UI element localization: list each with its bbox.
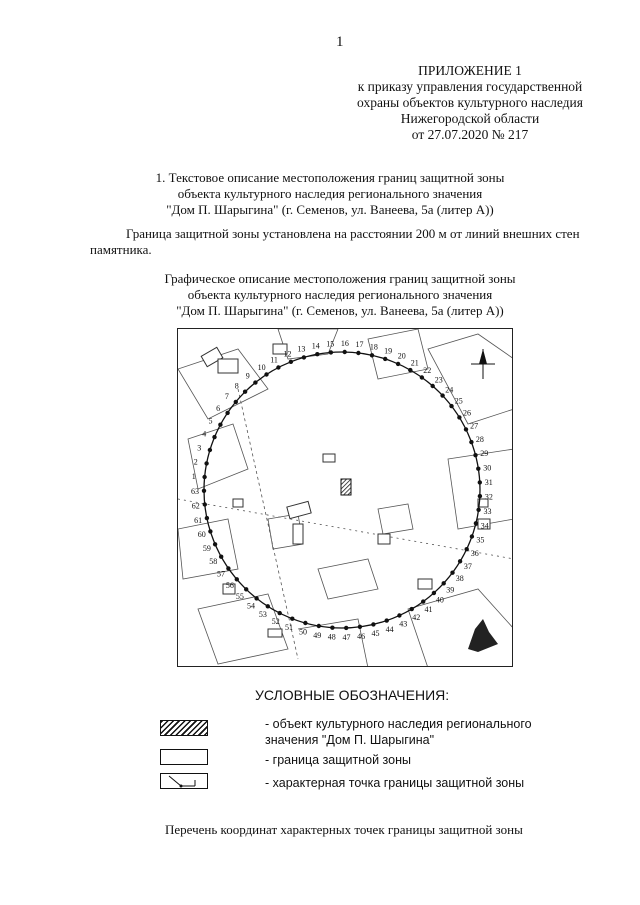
- appendix-header: [340, 63, 600, 143]
- point-symbol-icon: [161, 774, 207, 788]
- boundary-point: [244, 587, 248, 591]
- point-label: 57: [217, 569, 225, 579]
- boundary-point: [330, 626, 334, 630]
- boundary-point: [266, 604, 270, 608]
- boundary-point: [302, 355, 306, 359]
- point-label: 27: [470, 421, 479, 431]
- legend-point-swatch: [160, 773, 208, 789]
- point-label: 11: [270, 355, 278, 365]
- boundary-point: [476, 467, 480, 471]
- point-label: 50: [299, 627, 307, 637]
- boundary-point: [208, 529, 212, 533]
- boundary-point: [278, 611, 282, 615]
- boundary-point: [234, 400, 238, 404]
- appendix-date: от 27.07.2020 № 217: [411, 127, 529, 142]
- legend-item-boundary: - граница защитной зоны: [265, 753, 411, 767]
- point-label: 43: [399, 619, 408, 629]
- boundary-point: [450, 571, 454, 575]
- map-background-plots: [178, 329, 513, 667]
- paragraph-line: памятника.: [90, 242, 152, 257]
- appendix-line: охраны объектов культурного наследия: [357, 95, 583, 110]
- heading-line: объекта культурного наследия регионального значения: [177, 186, 483, 201]
- legend-item-heritage: [265, 716, 532, 748]
- legend-text: значения "Дом П. Шарыгина": [265, 733, 435, 747]
- boundary-point: [421, 599, 425, 603]
- point-label: 6: [216, 403, 221, 413]
- point-label: 9: [245, 371, 250, 381]
- boundary-point: [420, 375, 424, 379]
- point-label: 62: [191, 501, 200, 511]
- point-label: 37: [463, 562, 472, 571]
- boundary-point: [290, 617, 294, 621]
- legend-text: - объект культурного наследия регионального: [265, 717, 532, 731]
- boundary-point: [253, 380, 257, 384]
- point-label: 18: [369, 342, 378, 352]
- map-svg: [178, 329, 513, 667]
- boundary-point: [264, 372, 268, 376]
- point-label: 33: [483, 507, 492, 517]
- point-label: 40: [435, 595, 444, 605]
- boundary-point: [469, 440, 473, 444]
- point-label: 15: [326, 339, 335, 349]
- appendix-title: ПРИЛОЖЕНИЕ 1: [418, 63, 522, 78]
- boundary-point: [317, 624, 321, 628]
- heading-line: Графическое описание местоположения границ защитной зоны: [164, 271, 516, 286]
- point-label: 13: [297, 344, 306, 354]
- point-label: 61: [194, 515, 203, 525]
- boundary-point: [218, 423, 222, 427]
- boundary-point: [344, 626, 348, 630]
- point-label: 51: [285, 623, 293, 633]
- point-label: 58: [209, 557, 218, 566]
- boundary-point: [243, 390, 247, 394]
- point-label: 12: [283, 349, 292, 359]
- point-label: 42: [412, 612, 421, 622]
- boundary-point: [226, 566, 230, 570]
- page-number: 1: [336, 34, 344, 50]
- point-label: 4: [202, 429, 207, 439]
- point-label: 48: [327, 632, 336, 642]
- coordinates-list-title: Перечень координат характерных точек границы защитной зоны: [165, 822, 523, 837]
- point-label: 60: [197, 530, 206, 540]
- heading-line: объекта культурного наследия регионального значения: [187, 287, 493, 302]
- compass-north-arrow-icon: [471, 349, 495, 379]
- boundary-point: [203, 502, 207, 506]
- boundary-point: [458, 559, 462, 563]
- legend-item-point: - характерная точка границы защитной зоны: [265, 776, 525, 790]
- point-label: 46: [357, 631, 366, 641]
- boundary-point: [208, 448, 212, 452]
- point-label: 14: [311, 341, 320, 351]
- legend-boundary-swatch: [160, 749, 208, 765]
- boundary-point: [431, 384, 435, 388]
- heading-line: 1. Текстовое описание местоположения границ защитной зоны: [155, 170, 505, 185]
- boundary-point: [385, 618, 389, 622]
- boundary-point: [303, 621, 307, 625]
- point-label: 49: [313, 630, 322, 640]
- boundary-point: [478, 494, 482, 498]
- boundary-point: [383, 357, 387, 361]
- point-label: 32: [484, 492, 493, 502]
- tree-mark: [468, 619, 498, 652]
- point-label: 41: [424, 604, 433, 614]
- appendix-line: к приказу управления государственной: [357, 79, 583, 94]
- point-label: 19: [384, 346, 393, 356]
- point-label: 17: [355, 340, 364, 349]
- point-label: 35: [476, 535, 485, 545]
- boundary-point: [202, 489, 206, 493]
- appendix-line: Нижегородской области: [400, 111, 540, 126]
- point-label: 29: [480, 448, 489, 458]
- boundary-point: [396, 362, 400, 366]
- point-label: 63: [191, 486, 199, 496]
- boundary-point: [329, 350, 333, 354]
- heading-line: "Дом П. Шарыгина" (г. Семенов, ул. Ванеева, 5а (литер А)): [176, 303, 504, 318]
- boundary-point: [464, 427, 468, 431]
- point-label: 31: [484, 477, 493, 487]
- point-label: 26: [463, 408, 471, 418]
- point-label: 5: [208, 416, 213, 426]
- boundary-point: [276, 365, 280, 369]
- boundary-point: [440, 393, 444, 397]
- heading-line: "Дом П. Шарыгина" (г. Семенов, ул. Ванеева, 5а (литер А)): [166, 202, 494, 217]
- boundary-point: [358, 625, 362, 629]
- legend-hatch-swatch: [160, 720, 208, 736]
- point-label: 54: [247, 601, 255, 611]
- boundary-point: [219, 555, 223, 559]
- boundary-point: [356, 351, 360, 355]
- point-label: 56: [225, 581, 234, 591]
- section1-heading: [150, 170, 510, 218]
- boundary-point: [397, 613, 401, 617]
- boundary-point: [202, 475, 206, 479]
- point-label: 7: [224, 392, 229, 402]
- point-label: 24: [445, 385, 454, 395]
- point-label: 1: [191, 472, 196, 482]
- boundary-point: [478, 480, 482, 484]
- point-label: 44: [385, 625, 394, 635]
- point-label: 16: [340, 339, 349, 348]
- point-label: 34: [480, 521, 489, 531]
- boundary-point: [470, 534, 474, 538]
- boundary-point: [212, 435, 216, 439]
- boundary-point: [205, 516, 209, 520]
- protection-zone-map: [177, 328, 513, 667]
- point-label: 22: [423, 366, 432, 376]
- point-label: 20: [397, 351, 406, 361]
- boundary-point: [457, 415, 461, 419]
- boundary-point: [289, 360, 293, 364]
- zone-description: [90, 226, 600, 258]
- point-label: 39: [446, 585, 455, 595]
- point-label: 38: [455, 574, 464, 584]
- point-label: 28: [475, 435, 484, 444]
- boundary-point: [408, 368, 412, 372]
- boundary-point: [204, 461, 208, 465]
- boundary-point: [213, 542, 217, 546]
- boundary-point: [474, 521, 478, 525]
- boundary-point: [449, 404, 453, 408]
- point-label: 25: [454, 396, 463, 406]
- boundary-point: [442, 581, 446, 585]
- boundary-point: [465, 547, 469, 551]
- boundary-point: [315, 352, 319, 356]
- point-label: 30: [483, 463, 492, 473]
- section2-heading: [150, 271, 530, 319]
- point-label: 2: [193, 457, 198, 467]
- point-label: 10: [257, 363, 266, 372]
- point-label: 8: [234, 381, 239, 391]
- paragraph-line: Граница защитной зоны установлена на расстоянии 200 м от линий внешних стен: [126, 226, 580, 241]
- point-label: 52: [271, 617, 280, 627]
- point-label: 23: [434, 375, 443, 385]
- boundary-point: [476, 508, 480, 512]
- boundary-point: [254, 596, 258, 600]
- boundary-point: [410, 607, 414, 611]
- point-label: 59: [202, 543, 211, 553]
- point-label: 55: [235, 591, 244, 601]
- point-label: 36: [470, 549, 479, 559]
- boundary-point: [225, 411, 229, 415]
- point-label: 21: [410, 358, 419, 368]
- boundary-point: [370, 353, 374, 357]
- point-label: 47: [342, 632, 351, 642]
- boundary-point: [473, 453, 477, 457]
- heritage-object-marker: [341, 479, 351, 495]
- legend-title: УСЛОВНЫЕ ОБОЗНАЧЕНИЯ:: [255, 687, 450, 703]
- point-label: 45: [371, 629, 380, 639]
- point-label: 53: [258, 609, 267, 619]
- boundary-point: [343, 350, 347, 354]
- boundary-point: [371, 622, 375, 626]
- boundary-point: [235, 577, 239, 581]
- point-label: 3: [197, 443, 202, 453]
- boundary-point: [432, 591, 436, 595]
